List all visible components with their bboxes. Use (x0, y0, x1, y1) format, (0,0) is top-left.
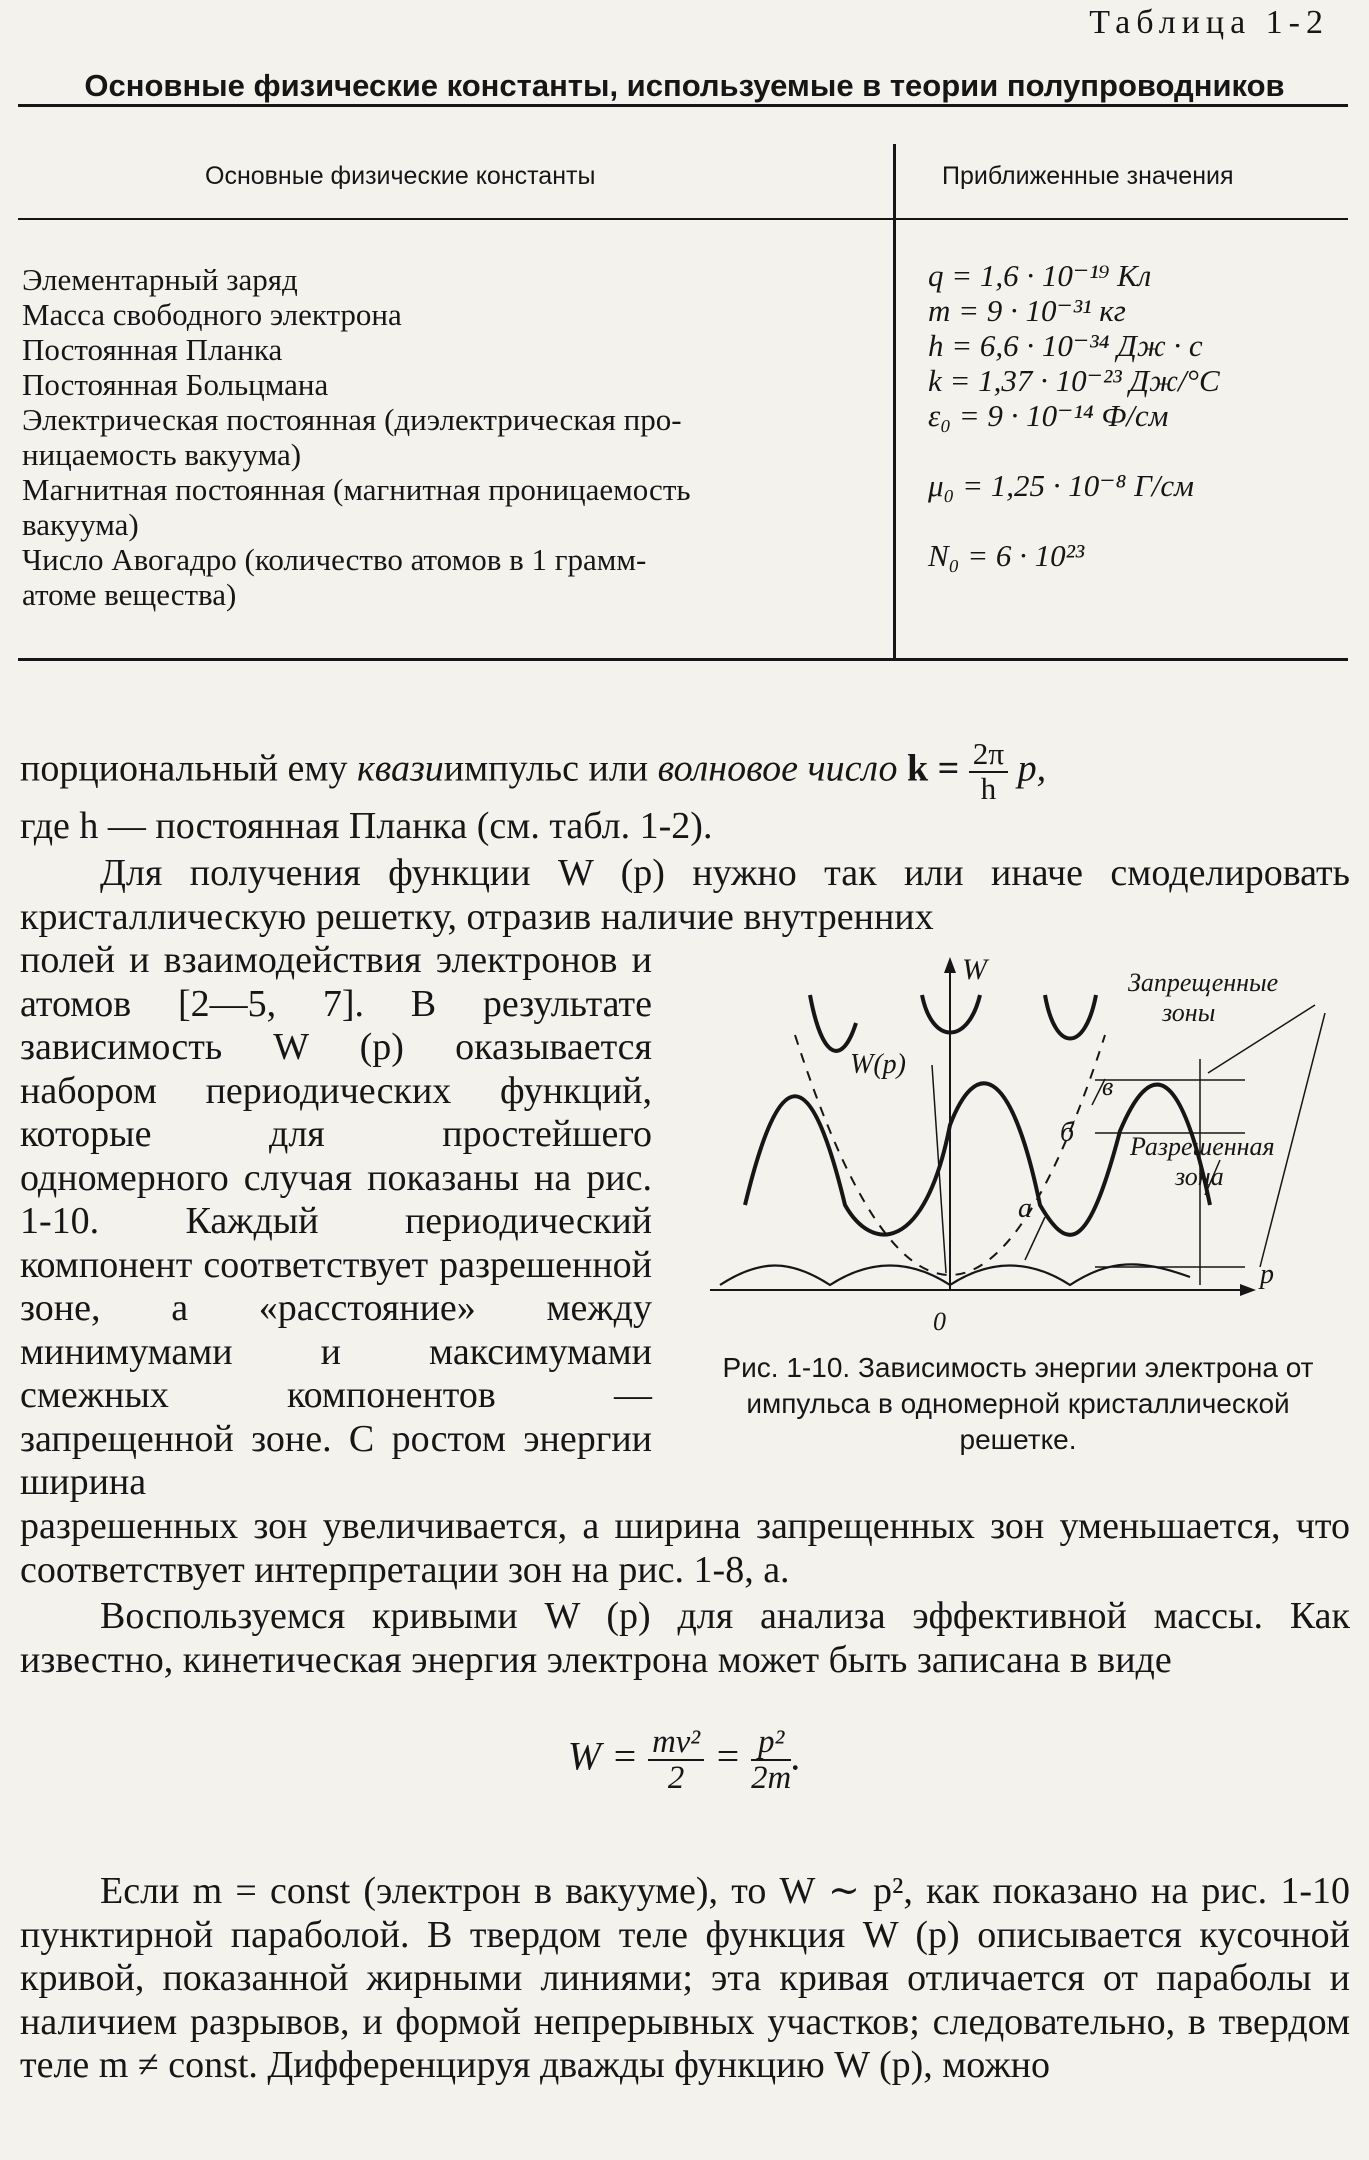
wp-label: W(p) (850, 1049, 906, 1080)
table-bottom-rule (18, 658, 1348, 661)
label-b: б (1060, 1117, 1075, 1148)
table-row-value: m = 9 · 10⁻³¹ кг (928, 293, 1126, 328)
table-number: Таблица 1-2 (1089, 4, 1329, 41)
table-row-value: μ₀ = 1,25 · 10⁻⁸ Г/см (928, 468, 1194, 503)
table-row-name-cont: ницаемость вакуума) (22, 437, 302, 472)
label-a: а (1018, 1193, 1032, 1224)
allowed-label-1: Разрешенная (1130, 1132, 1275, 1161)
band-structure-figure (700, 955, 1340, 1345)
table-row-name: Число Авогадро (количество атомов в 1 грамм- (22, 542, 647, 577)
table-row-name-cont: атоме вещества) (22, 577, 237, 612)
p-axis-arrow (1240, 1284, 1256, 1296)
table-row-value: k = 1,37 · 10⁻²³ Дж/°С (928, 363, 1220, 398)
table-row-name-cont: вакуума) (22, 507, 139, 542)
band-upper-right (1045, 995, 1096, 1039)
paragraph-1-line-1: порциональный ему квазиимпульс или волновое число k = $\frac{2\pi}{h}$ p, (20, 736, 1047, 806)
wp-pointer-line (932, 1065, 946, 1273)
paragraph-2-narrow: полей и взаимодействия электронов и атомов [2—5, 7]. В результате зависимость W (p) оказывается набором периодических функций, которые для простейшего одномерного случая показаны на рис. 1-10. Каждый периодический компонент соответствует разрешенной зоне, а «расстояние» между минимумами и максимумами смежных компонентов — запрещенной зоне. С ростом энергии ширина (20, 939, 652, 1503)
wave-number-fraction: $\frac{2\pi}{h}$ (969, 738, 1008, 805)
paragraph-2-full: Для получения функции W (p) нужно так или иначе смоделировать кристаллическую решетку, отразив наличие внутренних (20, 852, 1350, 938)
forbidden-label-1: Запрещенные (1128, 968, 1279, 997)
table-row-value: q = 1,6 · 10⁻¹⁹ Кл (928, 258, 1152, 293)
table-row-name: Масса свободного электрона (22, 297, 402, 332)
table-row-name: Электрическая постоянная (диэлектрическая про- (22, 402, 682, 437)
table-column-divider (893, 144, 896, 658)
paragraph-2-rest: разрешенных зон увеличивается, а ширина запрещенных зон уменьшается, что соответствует интерпретации зон на рис. 1-8, а. (20, 1505, 1350, 1591)
formula-fraction-2: $\frac{\text{p²}}{2m}$ (751, 1724, 792, 1797)
table-header-rule (18, 218, 1348, 220)
table-row-name: Постоянная Планка (22, 332, 283, 367)
table-row-name: Элементарный заряд (22, 262, 298, 297)
allowed-label-2: зона (1175, 1162, 1224, 1191)
kinetic-energy-formula: W = $\frac{\text{mv²}}{2}$ = $\frac{\text{p²}}{2m}$ . (567, 1724, 802, 1797)
table-row-value: ε₀ = 9 · 10⁻¹⁴ Ф/см (928, 398, 1169, 433)
table-row-name: Постоянная Больцмана (22, 367, 329, 402)
p-axis-label: p (1260, 1259, 1274, 1290)
table-row-name: Магнитная постоянная (магнитная проницаемость (22, 472, 691, 507)
table-title: Основные физические константы, используемые в теории полупроводников (84, 68, 1285, 103)
figure-caption: Рис. 1-10. Зависимость энергии электрона от импульса в одномерной кристаллической решетке. (722, 1352, 1314, 1455)
origin-label: 0 (933, 1307, 946, 1336)
paragraph-1-line-2: где h — постоянная Планка (см. табл. 1-2). (20, 805, 713, 847)
paragraph-4: Если m = const (электрон в вакууме), то W ∼ p², как показано на рис. 1-10 пунктирной параболой. В твердом теле функция W (p) описывается кусочной кривой, показанной жирными линиями; эта кривая отличается от параболы и наличием разрывов, и формой непрерывных участков; следовательно, в твердом теле m ≠ const. Дифференцируя дважды функцию W (p), можно (20, 1870, 1350, 2086)
table-header-values: Приближенные значения (942, 162, 1234, 190)
band-upper-left (810, 995, 856, 1051)
forbidden-arrow-1 (1208, 1005, 1315, 1073)
w-axis-arrow (944, 957, 956, 973)
table-row-value: N₀ = 6 · 10²³ (928, 538, 1085, 573)
forbidden-label-2: зоны (1162, 998, 1216, 1027)
table-top-rule (18, 104, 1348, 107)
w-axis-label: W (962, 955, 987, 986)
label-v: в (1102, 1072, 1114, 1101)
table-row-value: h = 6,6 · 10⁻³⁴ Дж · с (928, 328, 1203, 363)
formula-fraction-1: $\frac{\text{mv²}}{2}$ (648, 1725, 704, 1796)
paragraph-3: Воспользуемся кривыми W (p) для анализа эффективной массы. Как известно, кинетическая энергия электрона может быть записана в виде (20, 1595, 1350, 1681)
table-header-constants: Основные физические константы (205, 162, 596, 190)
